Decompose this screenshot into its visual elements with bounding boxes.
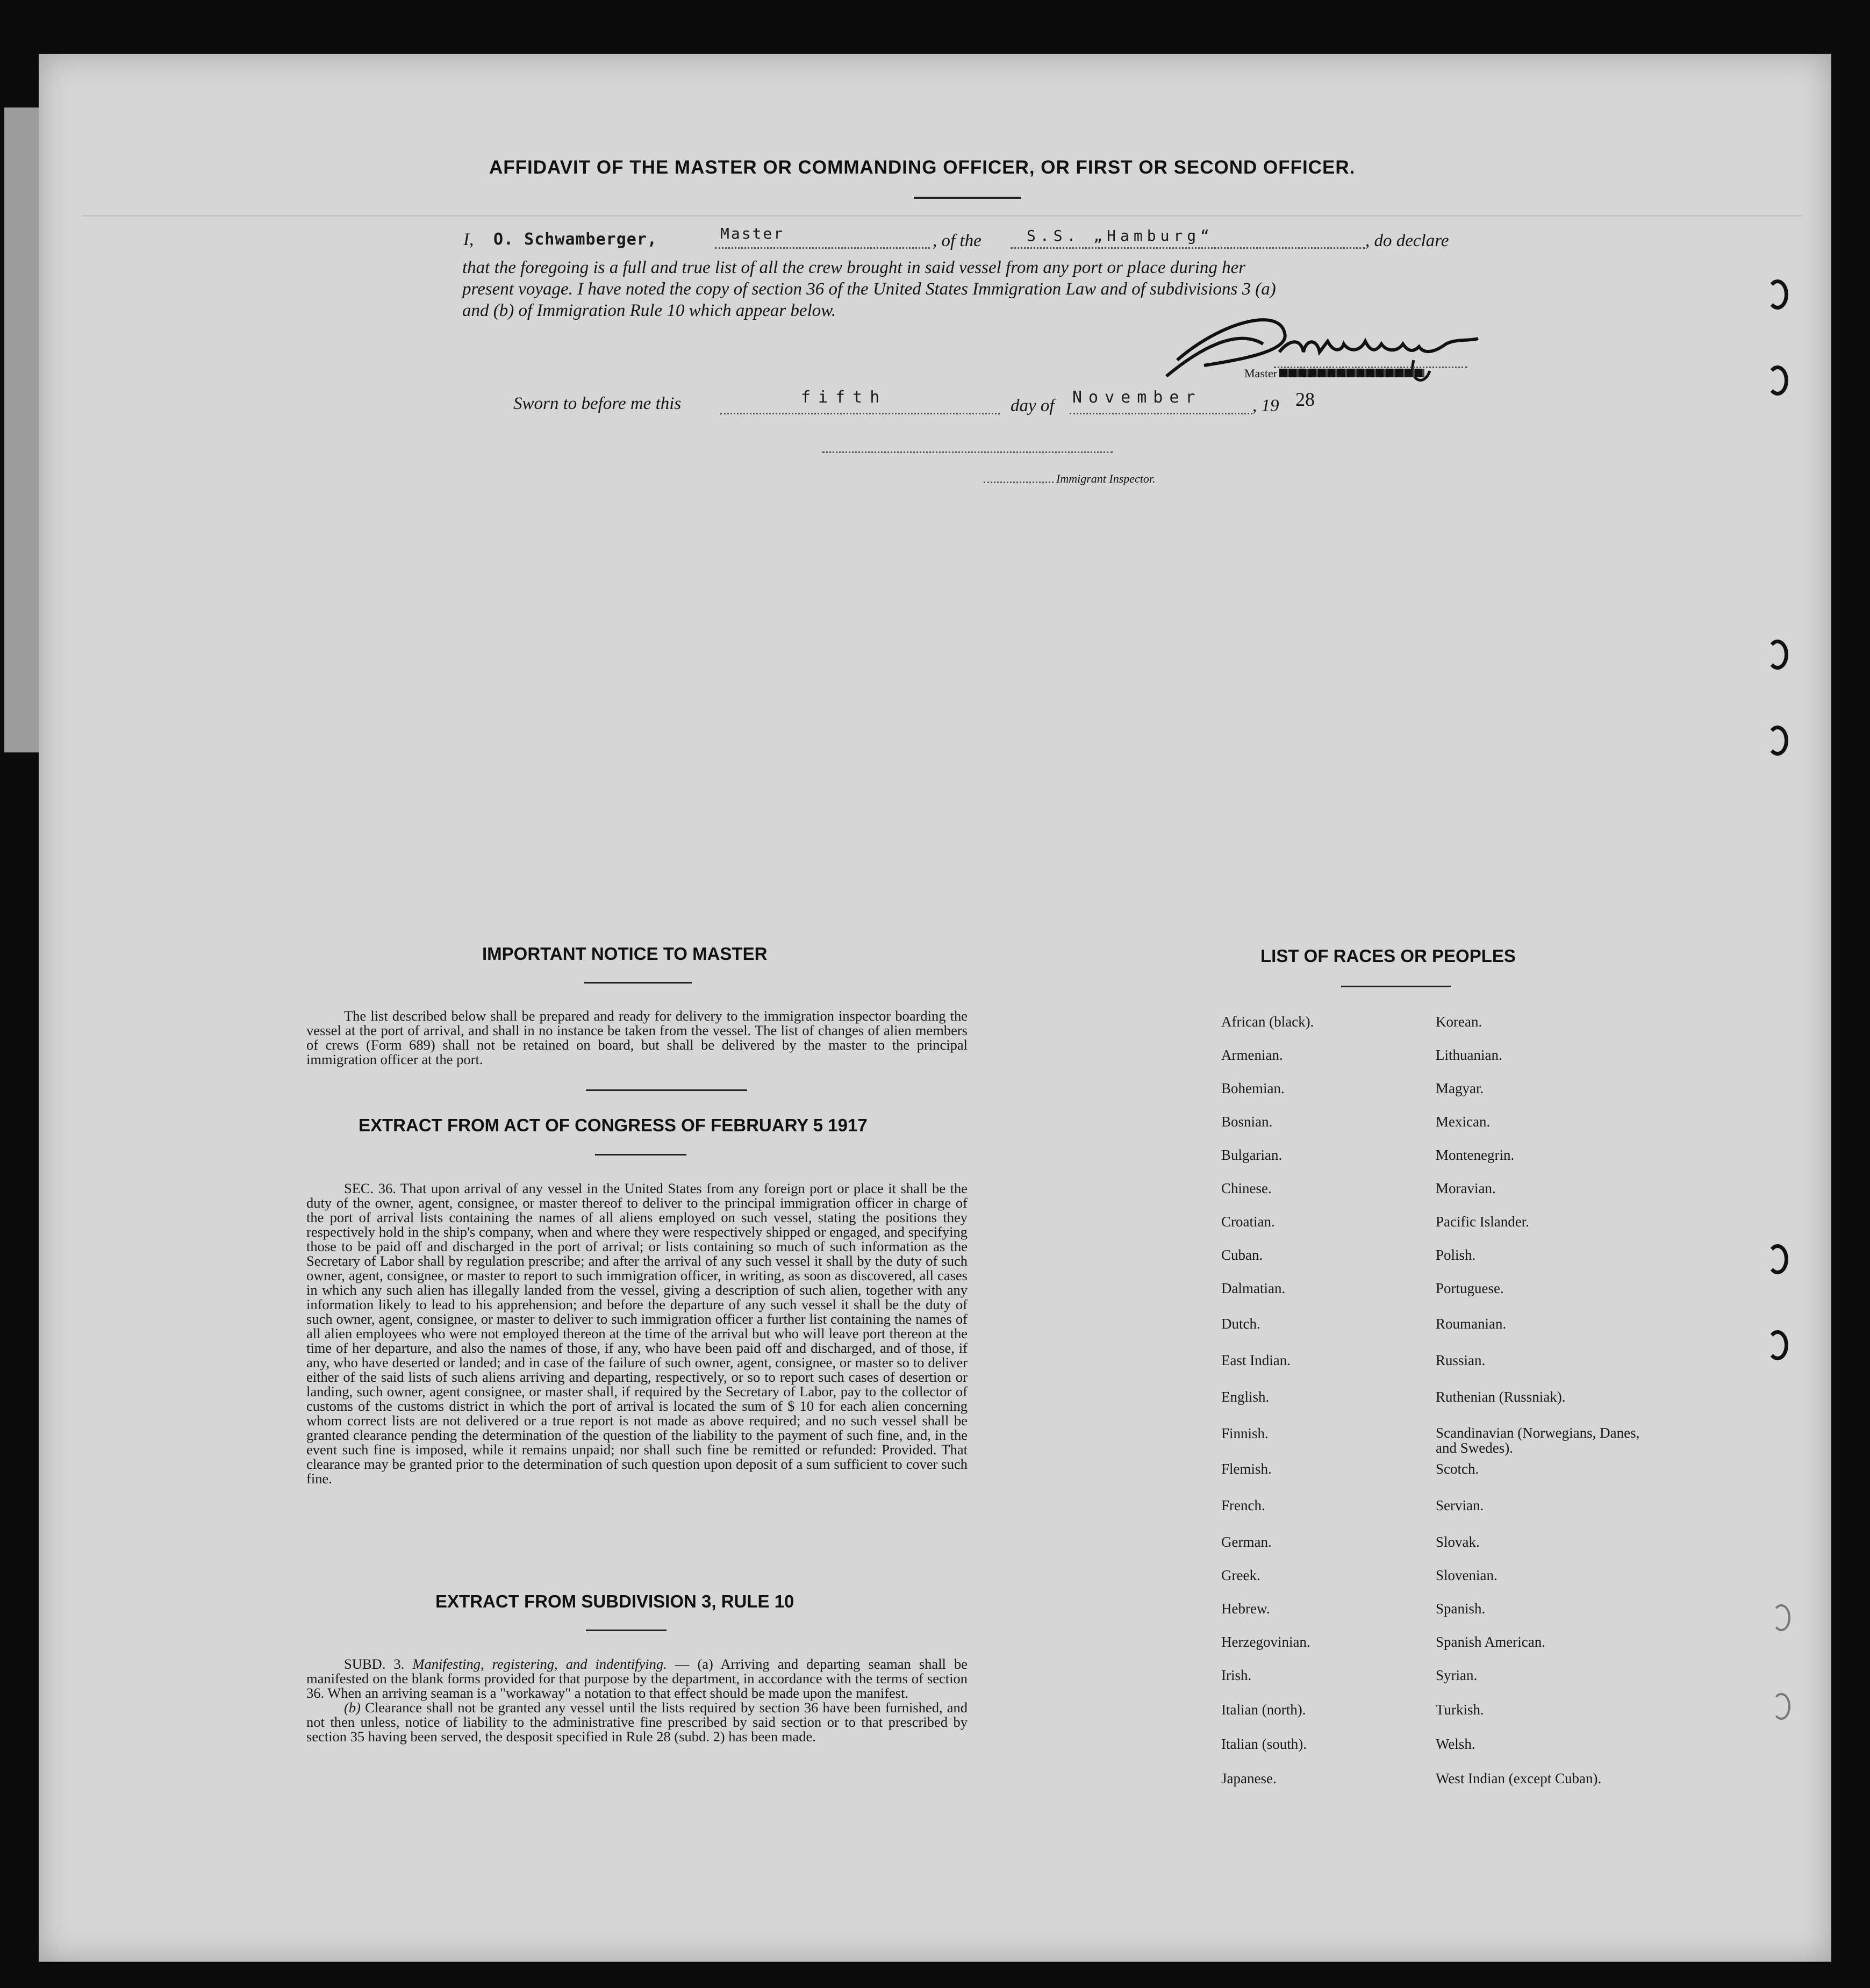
vessel-dotted-line <box>1011 247 1365 249</box>
master-name: O. Schwamberger, <box>493 230 657 249</box>
race-item: Ruthenian (Russniak). <box>1436 1389 1566 1405</box>
subd-label: SUBD. 3. <box>344 1656 405 1672</box>
signature-caption: Master <box>1244 367 1278 380</box>
affidavit-title: AFFIDAVIT OF THE MASTER OR COMMANDING OFFICER, OR FIRST OR SECOND OFFICER. <box>489 157 1356 178</box>
notice-body <box>306 1009 968 1067</box>
binder-hole <box>1767 726 1788 756</box>
race-item: Russian. <box>1436 1352 1486 1368</box>
race-item: Italian (north). <box>1221 1702 1306 1718</box>
binder-hole <box>1767 640 1788 670</box>
race-item: Irish. <box>1221 1667 1252 1683</box>
notice-body-text: The list described below shall be prepared and ready for delivery to the immigration inspector boarding the vessel at the port of arrival, and shall in no instance be taken from the vessel. The list of changes of alien members of crews (Form 689) shall not be retained on board, but shall be delivered by the master to the principal immigration officer at the port. <box>306 1008 968 1067</box>
races-title-rule <box>1341 986 1451 987</box>
race-item: English. <box>1221 1389 1270 1405</box>
race-item: Bohemian. <box>1221 1080 1285 1096</box>
race-item: Moravian. <box>1436 1180 1496 1196</box>
race-item: French. <box>1221 1497 1265 1513</box>
sworn-month-line <box>1070 413 1252 414</box>
subd-body-a: — (a) Arriving and departing seaman shall be manifested on the blank forms provided for that purpose by the department, in accordance with the terms of section 36. When an arriving seaman is a "workaway" a notation to that effect should be made upon the manifest. <box>306 1656 968 1701</box>
binder-hole <box>1772 1604 1790 1631</box>
binder-hole <box>1767 1244 1788 1274</box>
race-item: Chinese. <box>1221 1180 1272 1196</box>
day-of-label: day of <box>1011 396 1055 415</box>
notice-divider <box>586 1089 747 1091</box>
race-item: East Indian. <box>1221 1352 1291 1368</box>
sworn-month: November <box>1072 388 1202 407</box>
master-rank: Master <box>720 225 785 242</box>
affidavit-line-4: and (b) of Immigration Rule 10 which appear below. <box>462 301 836 320</box>
left-page-edge-strip <box>4 107 39 752</box>
of-the-label: , of the <box>933 231 981 250</box>
race-item: Armenian. <box>1221 1047 1283 1063</box>
year-prefix: , 19 <box>1252 396 1279 415</box>
race-item: Hebrew. <box>1221 1601 1270 1617</box>
inspector-label-line <box>984 482 1054 483</box>
master-signature <box>1156 301 1489 392</box>
race-item: Bosnian. <box>1221 1114 1273 1130</box>
rule-body <box>306 1657 968 1744</box>
race-item: Scandinavian (Norwegians, Danes, and Swedes). <box>1436 1425 1640 1456</box>
race-item: Polish. <box>1436 1247 1476 1263</box>
race-item: Korean. <box>1436 1014 1482 1030</box>
race-item: Pacific Islander. <box>1436 1214 1529 1230</box>
sworn-label: Sworn to before me this <box>513 394 682 413</box>
vessel-name: S.S. „Hamburg“ <box>1027 227 1214 245</box>
race-item: Cuban. <box>1221 1247 1263 1263</box>
affidavit-i-label: I, <box>463 230 474 249</box>
race-item: Spanish American. <box>1436 1634 1545 1650</box>
act-title: EXTRACT FROM ACT OF CONGRESS OF FEBRUARY 5 1917 <box>359 1115 868 1135</box>
struck-out-title <box>1279 369 1424 377</box>
race-item: Japanese. <box>1221 1770 1277 1786</box>
race-item: Spanish. <box>1436 1601 1486 1617</box>
inspector-label: Immigrant Inspector. <box>1056 472 1156 485</box>
race-item: Mexican. <box>1436 1114 1491 1130</box>
race-item: African (black). <box>1221 1014 1314 1030</box>
race-item: Welsh. <box>1436 1736 1475 1752</box>
subd-heading: Manifesting, registering, and indentifying. <box>412 1656 667 1672</box>
race-item: Slovak. <box>1436 1534 1480 1550</box>
sworn-day: fifth <box>801 388 887 407</box>
binder-hole <box>1767 279 1788 310</box>
race-item: Roumanian. <box>1436 1316 1507 1332</box>
race-item: West Indian (except Cuban). <box>1436 1770 1602 1786</box>
notice-title: IMPORTANT NOTICE TO MASTER <box>482 944 768 964</box>
declare-label: , do declare <box>1365 231 1449 250</box>
race-item: Turkish. <box>1436 1702 1484 1718</box>
race-item: Syrian. <box>1436 1667 1478 1683</box>
show-through-text <box>82 199 1802 217</box>
race-item: Herzegovinian. <box>1221 1634 1310 1650</box>
act-body <box>306 1181 968 1486</box>
race-item: Portuguese. <box>1436 1280 1504 1296</box>
inspector-signature-line <box>822 451 1113 453</box>
rule-title: EXTRACT FROM SUBDIVISION 3, RULE 10 <box>435 1591 794 1611</box>
race-item: Italian (south). <box>1221 1736 1307 1752</box>
race-item: Magyar. <box>1436 1080 1484 1096</box>
race-item: German. <box>1221 1534 1272 1550</box>
race-item: Flemish. <box>1221 1461 1272 1477</box>
sworn-day-line <box>720 413 1000 414</box>
race-item: Greek. <box>1221 1567 1260 1583</box>
race-item: Dalmatian. <box>1221 1280 1286 1296</box>
race-item: Bulgarian. <box>1221 1147 1283 1163</box>
subd-body-b: Clearance shall not be granted any vessel until the lists required by section 36 have been furnished, and not then unless, notice of liability to the administrative fine prescribed by said section or to that prescribed by section 35 having been served, the desposit specified in Rule 28 (subd. 2) has been made. <box>306 1699 968 1745</box>
subd-b-label: (b) <box>344 1699 361 1716</box>
act-body-text: SEC. 36. That upon arrival of any vessel in the United States from any foreign port or place it shall be the duty of the owner, agent, consignee, or master thereof to deliver to the principal immigration officer in charge of the port of arrival lists containing the names of all aliens employed on such vessel, stating the positions they respectively hold in the ship's company, when and where they were respectively shipped or engaged, and specifying those to be paid off and discharged in the port of arrival; or lists containing so much of such information as the Secretary of Labor shall by regulation prescribe; and after the arrival of any such vessel it shall by the duty of such owner, agent, consignee, or master to report to such immigration officer, in writing, as soon as discovered, all cases in which any such alien has illegally landed from the vessel, giving a description of such alien, together with any information likely to lead to his apprehension; and before the departure of any such vessel it shall be the duty of such owner, agent, consignee, or master to deliver to such immigration officer a further list containing the names of all alien employees who were not employed thereon at the time of the arrival but who will leave port thereon at the time of her departure, and also the names of those, if any, who have been paid off and discharged, and of those, if any, who have deserted or landed; and in case of the failure of such owner, agent, consignee, or master so to deliver either of the said lists of such aliens arriving and departing, respectively, or so to report such cases of desertion or landing, such owner, agent consignee, or master shall, if required by the Secretary of Labor, pay to the collector of customs of the customs district in which the port of arrival is located the sum of $ 10 for each alien concerning whom correct lists are not delivered or a true report is not made as above required; and no such vessel shall be granted clearance pending the determination of the question of the liability to the payment of such fine, and, in the event such fine is imposed, while it remains unpaid; nor shall such fine be remitted or refunded: Provided. That clearance may be granted prior to the determination of such question upon deposit of a sum sufficient to cover such fine. <box>306 1180 968 1487</box>
affidavit-title-rule <box>914 197 1021 199</box>
act-title-rule <box>595 1154 686 1156</box>
binder-hole <box>1767 365 1788 396</box>
rule-title-rule <box>586 1630 667 1631</box>
affidavit-line-2: that the foregoing is a full and true list of all the crew brought in said vessel from any port or place during her <box>462 258 1246 277</box>
binder-hole <box>1767 1330 1788 1360</box>
race-item: Croatian. <box>1221 1214 1275 1230</box>
race-item: Slovenian. <box>1436 1567 1498 1583</box>
notice-title-rule <box>584 982 692 984</box>
races-title: LIST OF RACES OR PEOPLES <box>1260 946 1516 966</box>
race-item: Scotch. <box>1436 1461 1479 1477</box>
race-item: Servian. <box>1436 1497 1484 1513</box>
race-item: Lithuanian. <box>1436 1047 1502 1063</box>
name-dotted-line <box>715 247 930 249</box>
affidavit-line-3: present voyage. I have noted the copy of section 36 of the United States Immigration Law and of subdivisions 3 (a) <box>462 279 1276 299</box>
race-item: Finnish. <box>1221 1425 1269 1441</box>
race-item: Dutch. <box>1221 1316 1260 1332</box>
binder-hole <box>1772 1693 1790 1720</box>
signature-dotted-line <box>1274 367 1467 368</box>
year-suffix: 28 <box>1295 389 1315 410</box>
race-item: Montenegrin. <box>1436 1147 1515 1163</box>
